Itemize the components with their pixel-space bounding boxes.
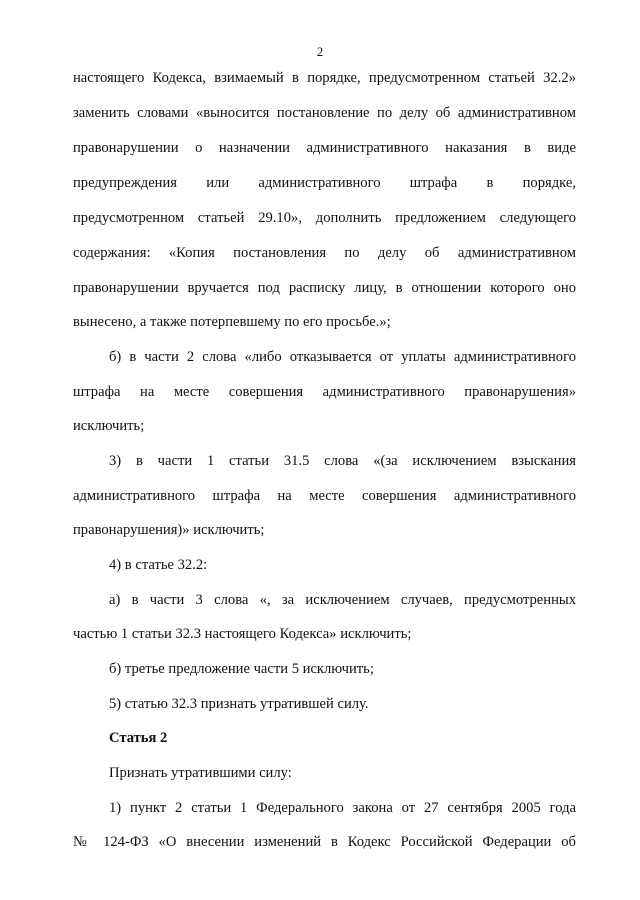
text-line: заменить словами «выносится постановление по делу об административном xyxy=(73,105,576,121)
text-line: 4) в статье 32.2: xyxy=(109,557,208,573)
text-line: б) в части 2 слова «либо отказывается от уплаты административного xyxy=(109,349,576,365)
text-line: а) в части 3 слова «, за исключением случаев, предусмотренных xyxy=(109,592,576,608)
page-number: 2 xyxy=(316,44,324,59)
text-line: 5) статью 32.3 признать утратившей силу. xyxy=(109,696,369,712)
text-line: б) третье предложение части 5 исключить; xyxy=(109,661,374,677)
text-line: 3) в части 1 статьи 31.5 слова «(за исключением взыскания xyxy=(109,453,576,469)
text-line: содержания: «Копия постановления по делу об административном xyxy=(73,245,576,261)
text-line: 1) пункт 2 статьи 1 Федерального закона от 27 сентября 2005 года xyxy=(109,800,576,816)
text-line: исключить; xyxy=(73,418,145,434)
text-line: вынесено, а также потерпевшему по его просьбе.»; xyxy=(73,314,391,330)
text-line: Признать утратившими силу: xyxy=(109,765,292,781)
text-line: предупреждения или административного штрафа в порядке, xyxy=(73,175,576,191)
text-line: правонарушении вручается под расписку лицу, в отношении которого оно xyxy=(73,280,576,296)
text-line: административного штрафа на месте совершения административного xyxy=(73,488,576,504)
text-line: правонарушении о назначении административного наказания в виде xyxy=(73,140,576,156)
text-line: предусмотренном статьей 29.10», дополнить предложением следующего xyxy=(73,210,576,226)
text-line: правонарушения)» исключить; xyxy=(73,522,265,538)
text-line: № 124-ФЗ «О внесении изменений в Кодекс Российской Федерации об xyxy=(73,834,576,850)
text-line: частью 1 статьи 32.3 настоящего Кодекса» исключить; xyxy=(73,626,412,642)
text-line: настоящего Кодекса, взимаемый в порядке, предусмотренном статьей 32.2» xyxy=(73,70,576,86)
text-line: штрафа на месте совершения административного правонарушения» xyxy=(73,384,576,400)
section-heading: Статья 2 xyxy=(109,730,168,746)
